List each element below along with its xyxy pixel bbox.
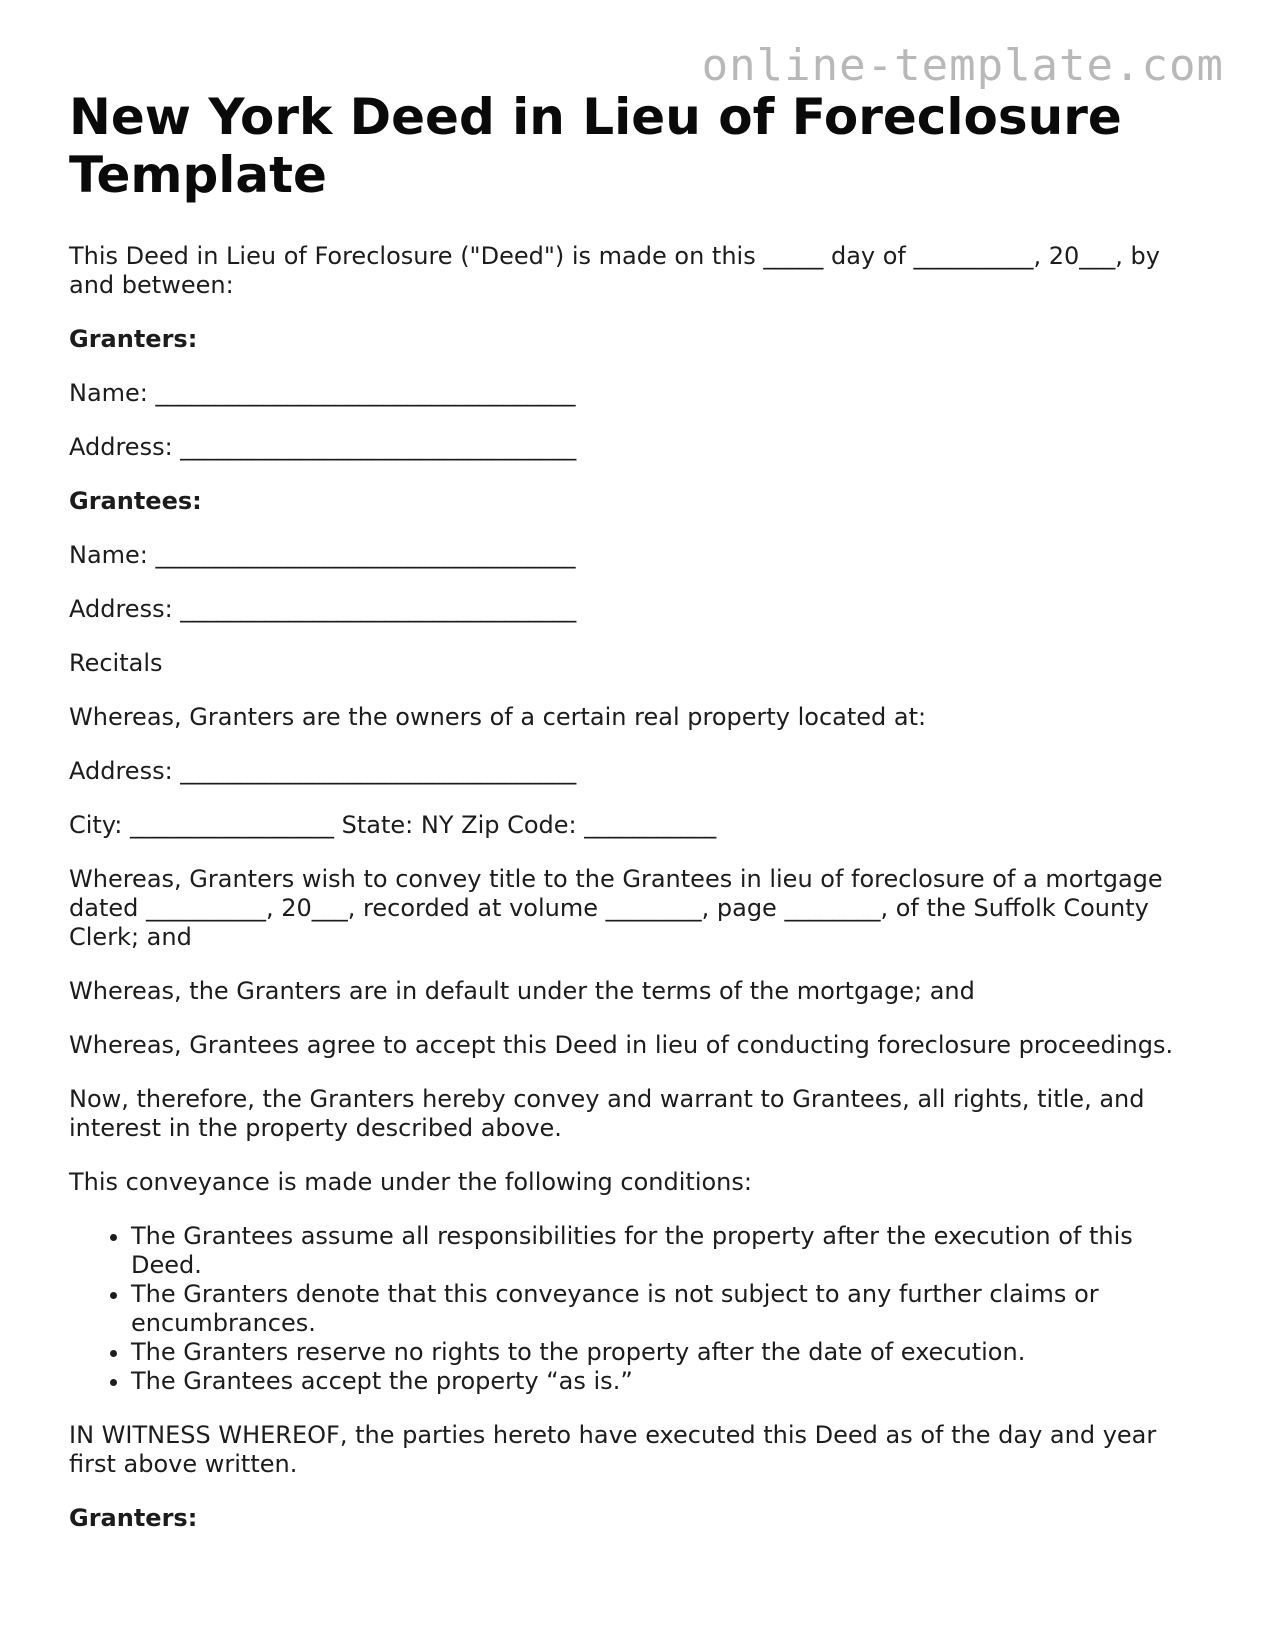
conditions-list <box>69 1222 1209 1396</box>
grantees-address-line: Address: _________________________________ <box>69 595 577 623</box>
property-city-state-zip-line: City: _________________ State: NY Zip Code: ___________ <box>69 811 717 839</box>
conditions-intro: This conveyance is made under the following conditions: <box>69 1168 752 1196</box>
granters-address-line: Address: _________________________________ <box>69 433 577 461</box>
granters-heading: Granters: <box>69 325 198 353</box>
in-witness-paragraph: IN WITNESS WHEREOF, the parties hereto have executed this Deed as of the day and year first above written. <box>69 1421 1157 1478</box>
list-item: • The Grantees accept the property “as is.” <box>131 1367 1209 1396</box>
list-item: • The Grantees assume all responsibilities for the property after the execution of this Deed. <box>131 1222 1209 1280</box>
whereas-convey-paragraph: Whereas, Granters wish to convey title to the Grantees in lieu of foreclosure of a mortgage dated __________, 20___, recorded at volume ________, page ________, of the Suffolk County Clerk; and <box>69 865 1163 951</box>
recitals-heading: Recitals <box>69 649 163 677</box>
whereas-owners-paragraph: Whereas, Granters are the owners of a certain real property located at: <box>69 703 927 731</box>
list-item: • The Granters reserve no rights to the property after the date of execution. <box>131 1338 1209 1367</box>
whereas-accept-paragraph: Whereas, Grantees agree to accept this Deed in lieu of conducting foreclosure proceedings. <box>69 1031 1174 1059</box>
grantees-name-line: Name: ___________________________________ <box>69 541 576 569</box>
document-title: New York Deed in Lieu of Foreclosure Template <box>69 88 1122 204</box>
whereas-default-paragraph: Whereas, the Granters are in default under the terms of the mortgage; and <box>69 977 975 1005</box>
property-address-line: Address: _________________________________ <box>69 757 577 785</box>
intro-paragraph: This Deed in Lieu of Foreclosure ("Deed") is made on this _____ day of __________, 20___, by and between: <box>69 242 1160 299</box>
signature-granters-heading: Granters: <box>69 1504 198 1532</box>
list-item: • The Granters denote that this conveyance is not subject to any further claims or encumbrances. <box>131 1280 1209 1338</box>
watermark: online-template.com <box>701 40 1224 91</box>
granters-name-line: Name: ___________________________________ <box>69 379 576 407</box>
now-therefore-paragraph: Now, therefore, the Granters hereby convey and warrant to Grantees, all rights, title, and interest in the property described above. <box>69 1085 1145 1142</box>
grantees-heading: Grantees: <box>69 487 202 515</box>
document-page <box>69 88 1209 1558</box>
